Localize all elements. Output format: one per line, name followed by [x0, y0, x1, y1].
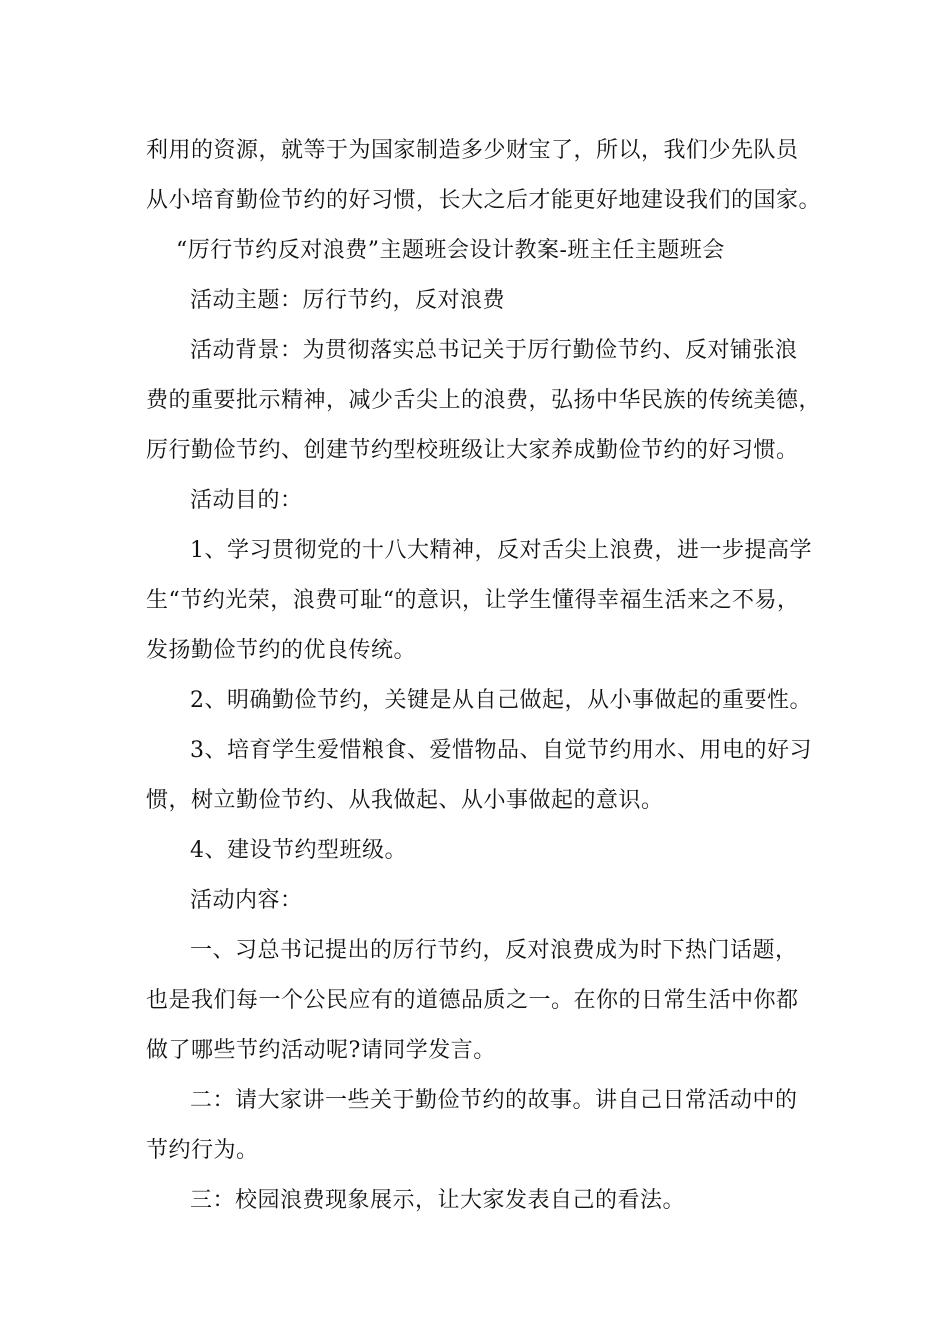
document-body	[146, 126, 822, 1226]
section-heading-goals	[146, 476, 810, 526]
paragraph-theme	[146, 276, 810, 326]
section-heading-content	[146, 876, 810, 926]
text-line: 一、习总书记提出的厉行节约，反对浪费成为时下热门话题，	[190, 938, 798, 963]
paragraph-content-2	[146, 1076, 810, 1126]
text-line: 生“节约光荣，浪费可耻“的意识，让学生懂得幸福生活来之不易，	[146, 588, 800, 613]
document-title	[146, 226, 810, 276]
text-line: 4、建设节约型班级。	[190, 838, 407, 863]
paragraph-content-2-cont	[146, 1126, 810, 1176]
paragraph-content-1-cont	[146, 976, 810, 1076]
text-line: 利用的资源，就等于为国家制造多少财宝了，所以，我们少先队员	[146, 138, 799, 163]
text-line: 1、学习贯彻党的十八大精神，反对舌尖上浪费，进一步提高学	[190, 538, 812, 563]
paragraph-goal-4	[146, 826, 810, 876]
text-line: 3、培育学生爱惜粮食、爱惜物品、自觉节约用水、用电的好习	[190, 738, 812, 763]
paragraph-continuation	[146, 126, 822, 226]
text-line: 发扬勤俭节约的优良传统。	[146, 638, 417, 663]
text-line: 做了哪些节约活动呢?请同学发言。	[146, 1038, 496, 1063]
paragraph-goal-1	[146, 526, 810, 576]
text-line: 节约行为。	[146, 1138, 259, 1163]
text-line: 活动背景：为贯彻落实总书记关于厉行勤俭节约、反对铺张浪	[190, 338, 798, 363]
paragraph-content-3	[146, 1176, 810, 1226]
text-line: 二：请大家讲一些关于勤俭节约的故事。讲自己日常活动中的	[190, 1088, 798, 1113]
paragraph-goal-2	[146, 676, 810, 726]
text-line: 活动主题：厉行节约，反对浪费	[190, 288, 506, 313]
paragraph-goal-3-cont	[146, 776, 810, 826]
text-line: 三：校园浪费现象展示，让大家发表自己的看法。	[190, 1188, 686, 1213]
paragraph-background	[146, 326, 810, 376]
text-line: 惯，树立勤俭节约、从我做起、从小事做起的意识。	[146, 788, 664, 813]
heading-line: 活动内容：	[190, 888, 303, 913]
text-line: 从小培育勤俭节约的好习惯，长大之后才能更好地建设我们的国家。	[146, 188, 822, 213]
heading-line: 活动目的：	[190, 488, 303, 513]
text-line: 2、明确勤俭节约，关键是从自己做起，从小事做起的重要性。	[190, 688, 812, 713]
paragraph-goal-3	[146, 726, 810, 776]
text-line: 也是我们每一个公民应有的道德品质之一。在你的日常生活中你都	[146, 988, 799, 1013]
text-line: 费的重要批示精神，减少舌尖上的浪费，弘扬中华民族的传统美德，	[146, 388, 822, 413]
paragraph-background-cont	[146, 376, 822, 476]
text-line: 厉行勤俭节约、创建节约型校班级让大家养成勤俭节约的好习惯。	[146, 438, 799, 463]
title-line: “厉行节约反对浪费”主题班会设计教案-班主任主题班会	[176, 238, 725, 263]
paragraph-goal-1-cont	[146, 576, 810, 676]
paragraph-content-1	[146, 926, 810, 976]
